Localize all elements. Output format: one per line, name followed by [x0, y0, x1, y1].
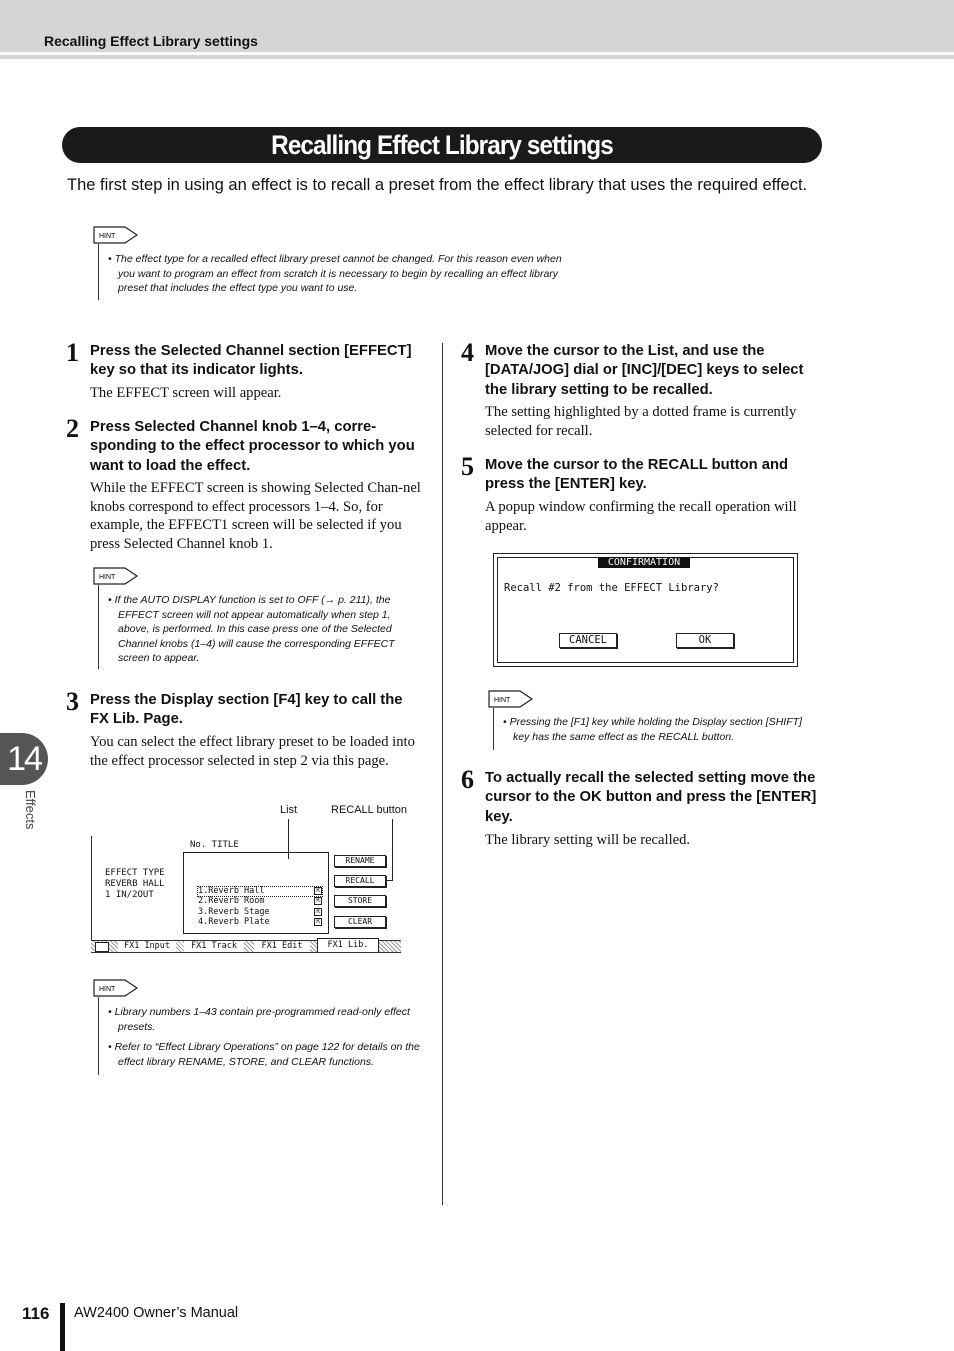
callout-recall: RECALL button: [331, 804, 408, 816]
read-only-flag: R: [314, 908, 322, 916]
hint-tag: [93, 565, 139, 587]
hint-text: [503, 715, 803, 744]
read-only-flag: R: [314, 918, 322, 926]
step-number: 3: [66, 687, 79, 716]
tab-fx1-track[interactable]: FX1 Track: [184, 941, 244, 952]
hint-box: [98, 574, 424, 669]
step-heading: To actually recall the selected setting move the cursor to the OK button and press the [ENTER] key.: [485, 770, 817, 825]
step-body: You can select the effect library preset to be loaded into the effect processor selected in step 2 via this page.: [90, 734, 415, 769]
step-body: The EFFECT screen will appear.: [90, 385, 282, 401]
hint-item: • Pressing the [F1] key while holding the Display section [SHIFT] key has the same effect as the RECALL button.: [503, 716, 802, 743]
footer-bar: [60, 1303, 65, 1351]
page-icon: [95, 942, 109, 952]
hint-label: HINT: [99, 574, 116, 581]
rename-button[interactable]: RENAME: [334, 855, 386, 867]
section-title: Recalling Effect Library settings: [271, 130, 613, 160]
tab-fx1-lib[interactable]: FX1 Lib.: [317, 938, 379, 952]
hint-label: HINT: [494, 697, 511, 704]
store-button[interactable]: STORE: [334, 895, 386, 907]
callout-list: List: [280, 804, 298, 816]
hint-tag: [93, 977, 139, 999]
popup-message: Recall #2 from the EFFECT Library?: [504, 582, 719, 594]
step-number: 6: [461, 765, 474, 794]
recall-button[interactable]: RECALL: [334, 875, 386, 887]
list-item[interactable]: 3.Reverb Stage: [198, 906, 270, 917]
popup-title: CONFIRMATION: [598, 557, 690, 568]
step-body: The setting highlighted by a dotted frame is currently selected for recall.: [485, 404, 797, 439]
step-heading: Press Selected Channel knob 1–4, corre-sponding to the effect processor to which you want to load the effect.: [90, 419, 415, 474]
effect-type-value: REVERB HALL: [105, 879, 165, 889]
read-only-flag: R: [314, 897, 322, 905]
fx-lib-screen: [91, 836, 402, 954]
column-divider: [442, 343, 443, 1205]
hint-arrow-icon: [93, 565, 139, 587]
hint-box: [98, 986, 425, 1075]
page-number: 116: [22, 1304, 50, 1323]
chapter-number: 14: [7, 740, 41, 778]
hint-tag: [93, 224, 139, 246]
step-number: 1: [66, 338, 79, 367]
ok-button[interactable]: OK: [676, 633, 734, 648]
tab-fx1-input[interactable]: FX1 Input: [118, 941, 176, 952]
list-item[interactable]: 4.Reverb Plate: [198, 916, 270, 927]
hint-arrow-icon: [93, 977, 139, 999]
step-heading: Move the cursor to the List, and use the [DATA/JOG] dial or [INC]/[DEC] keys to select the library setting to be recalled.: [485, 343, 804, 398]
tab-bar: [91, 940, 401, 953]
list-item[interactable]: 2.Reverb Room: [198, 896, 265, 907]
hint-label: HINT: [99, 986, 116, 993]
tab-fx1-edit[interactable]: FX1 Edit: [254, 941, 310, 952]
hint-text: [108, 1005, 422, 1069]
hint-arrow-icon: [488, 688, 534, 710]
read-only-flag: R: [314, 887, 322, 895]
hint-box: [493, 697, 814, 750]
chapter-tab: [0, 733, 48, 785]
step-heading: Move the cursor to the RECALL button and press the [ENTER] key.: [485, 457, 789, 493]
step-heading: Press the Display section [F4] key to call the FX Lib. Page.: [90, 692, 403, 728]
step-body: While the EFFECT screen is showing Selected Chan-nel knobs correspond to effect processors 1–4. So, for example, the EFFECT1 screen will be selected if you press Selected Channel knob 1.: [90, 480, 421, 552]
header-rule-lower: [0, 55, 954, 59]
hint-text: [108, 252, 566, 296]
hint-box: [98, 233, 569, 300]
section-banner: [62, 127, 822, 163]
read-only-flags: [314, 887, 322, 926]
hint-item: • Refer to “Effect Library Operations” on page 122 for details on the effect library RENAME, STORE, and CLEAR functions.: [108, 1041, 420, 1068]
clear-button[interactable]: CLEAR: [334, 916, 386, 928]
screen-edge: [91, 836, 92, 944]
io-config: 1 IN/2OUT: [105, 890, 154, 900]
library-list[interactable]: [183, 852, 329, 934]
confirmation-popup: [493, 553, 798, 667]
hint-item: • The effect type for a recalled effect library preset cannot be changed. For this reason even when you want to program an effect from scratch it is necessary to begin by recalling an effect library preset that includes the effect type you want to use.: [108, 253, 562, 294]
hint-label: HINT: [99, 233, 116, 240]
hint-item: • If the AUTO DISPLAY function is set to OFF (→ p. 211), the EFFECT screen will not appear automatically when step 1, above, is performed. In this case press one of the Selected Channel knobs (1–4) will cause the corresponding EFFECT screen to appear.: [108, 594, 395, 664]
hint-text: [108, 593, 418, 666]
chapter-name: Effects: [23, 790, 38, 830]
intro-paragraph: The first step in using an effect is to recall a preset from the effect library that uses the required effect.: [67, 176, 808, 194]
step-number: 4: [461, 338, 474, 367]
manual-title: AW2400 Owner’s Manual: [74, 1305, 239, 1321]
hint-tag: [488, 688, 534, 710]
popup-inner-frame: [497, 557, 794, 663]
list-header: No. TITLE: [190, 840, 239, 850]
step-body: A popup window confirming the recall operation will appear.: [485, 499, 797, 534]
step-number: 2: [66, 414, 79, 443]
cancel-button[interactable]: CANCEL: [559, 633, 617, 648]
hint-item: • Library numbers 1–43 contain pre-programmed read-only effect presets.: [108, 1006, 410, 1033]
step-heading: Press the Selected Channel section [EFFECT] key so that its indicator lights.: [90, 343, 412, 379]
running-title: Recalling Effect Library settings: [44, 33, 258, 49]
list-item[interactable]: 1.Reverb Hall: [198, 886, 265, 896]
hint-arrow-icon: [93, 224, 139, 246]
list-items: [198, 886, 270, 927]
step-body: The library setting will be recalled.: [485, 832, 691, 848]
effect-type-label: EFFECT TYPE: [105, 868, 165, 878]
step-number: 5: [461, 452, 474, 481]
